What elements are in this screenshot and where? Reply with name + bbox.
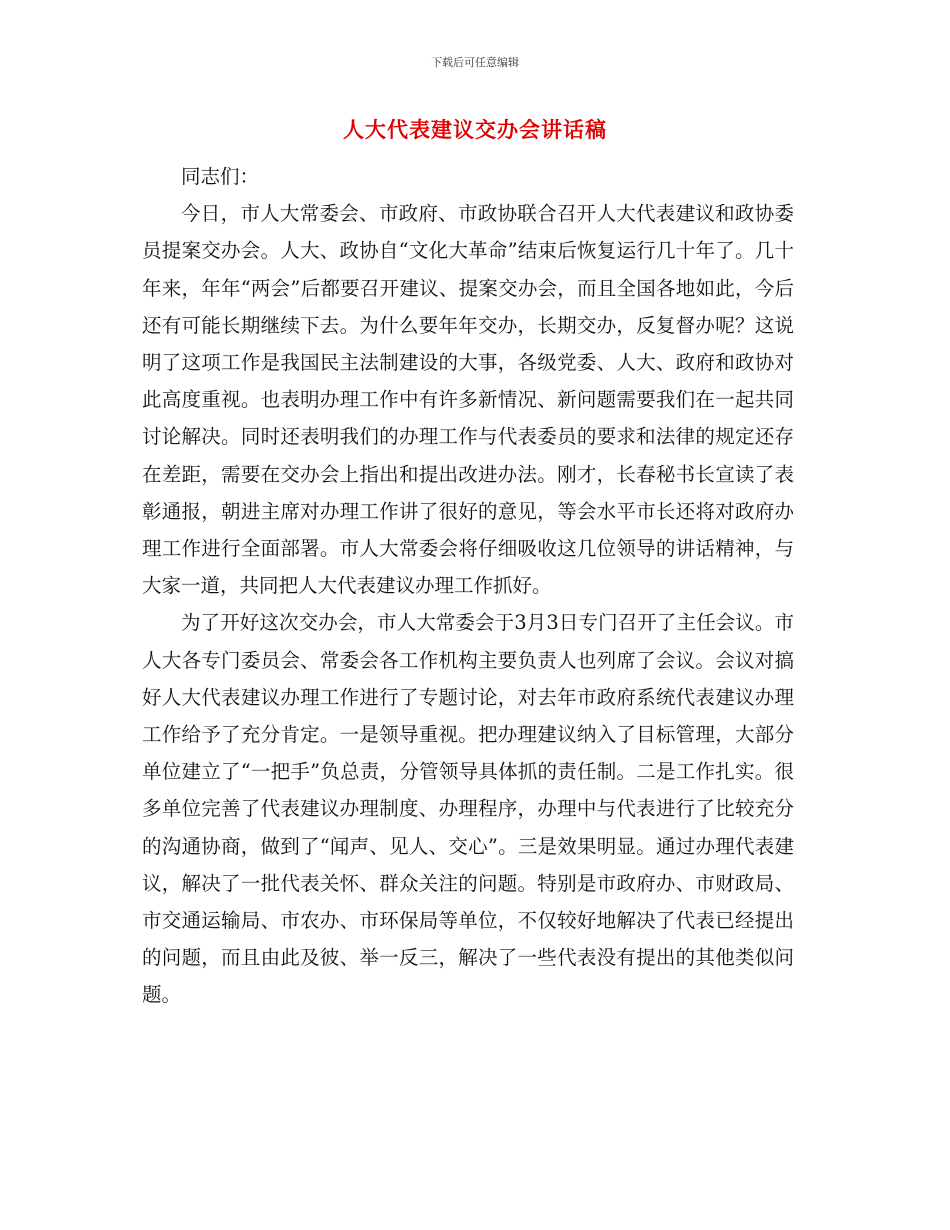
document-body <box>142 158 794 1014</box>
paragraph-1: 今日，市人大常委会、市政府、市政协联合召开人大代表建议和政协委员提案交办会。人大、政协自“文化大革命”结束后恢复运行几十年了。几十年来，年年“两会”后都要召开建议、提案交办会，而且全国各地如此，今后还有可能长期继续下去。为什么要年年交办，长期交办，反复督办呢？这说明了这项工作是我国民主法制建设的大事，各级党委、人大、政府和政协对此高度重视。也表明办理工作中有许多新情况、新问题需要我们在一起共同讨论解决。同时还表明我们的办理工作与代表委员的要求和法律的规定还存在差距，需要在交办会上指出和提出改进办法。刚才，长春秘书长宣读了表彰通报，朝进主席对办理工作讲了很好的意见，等会水平市长还将对政府办理工作进行全面部署。市人大常委会将仔细吸收这几位领导的讲话精神，与大家一道，共同把人大代表建议办理工作抓好。 <box>142 202 794 598</box>
header-note: 下载后可任意编辑 <box>431 56 519 69</box>
salutation: 同志们： <box>181 165 260 188</box>
document-title: 人大代表建议交办会讲话稿 <box>343 117 607 142</box>
paragraph-2: 为了开好这次交办会，市人大常委会于3月3日专门召开了主任会议。市人大各专门委员会、常委会各工作机构主要负责人也列席了会议。会议对搞好人大代表建议办理工作进行了专题讨论，对去年市政府系统代表建议办理工作给予了充分肯定。一是领导重视。把办理建议纳入了目标管理，大部分单位建立了“一把手”负总责，分管领导具体抓的责任制。二是工作扎实。很多单位完善了代表建议办理制度、办理程序，办理中与代表进行了比较充分的沟通协商，做到了“闻声、见人、交心”。三是效果明显。通过办理代表建议，解决了一批代表关怀、群众关注的问题。特别是市政府办、市财政局、市交通运输局、市农办、市环保局等单位，不仅较好地解决了代表已经提出的问题，而且由此及彼、举一反三，解决了一些代表没有提出的其他类似问题。 <box>142 611 794 1007</box>
